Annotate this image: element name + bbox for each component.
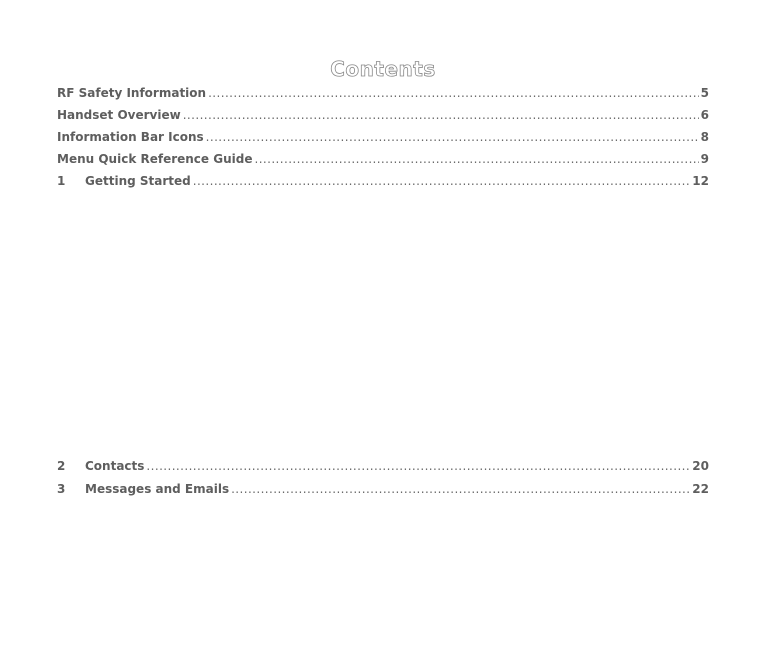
toc-entry-messages-and-emails[interactable] bbox=[57, 482, 709, 500]
toc-chapter-number: 2 bbox=[57, 459, 66, 473]
toc-leader-dots bbox=[183, 108, 699, 122]
toc-chapter-number: 1 bbox=[57, 174, 66, 188]
page-title: Contents bbox=[330, 57, 436, 81]
toc-entry-label: Getting Started bbox=[85, 174, 191, 188]
toc-leader-dots bbox=[231, 482, 690, 496]
toc-entry-label: Information Bar Icons bbox=[57, 130, 204, 144]
toc-page-number: 20 bbox=[692, 459, 709, 473]
toc-leader-dots bbox=[193, 174, 691, 188]
toc-leader-dots bbox=[254, 152, 698, 166]
toc-leader-dots bbox=[146, 459, 690, 473]
toc-chapter-number: 3 bbox=[57, 482, 66, 496]
toc-page-number: 6 bbox=[700, 108, 709, 122]
toc-page-number: 12 bbox=[692, 174, 709, 188]
toc-entry-handset-overview[interactable] bbox=[57, 108, 709, 126]
toc-page-number: 5 bbox=[700, 86, 709, 100]
toc-entry-rf-safety[interactable] bbox=[57, 86, 709, 104]
toc-entry-label: RF Safety Information bbox=[57, 86, 207, 100]
toc-entry-label: Messages and Emails bbox=[85, 482, 230, 496]
toc-entry-contacts[interactable] bbox=[57, 459, 709, 477]
toc-entry-getting-started[interactable] bbox=[57, 174, 709, 192]
toc-page-number: 8 bbox=[700, 130, 709, 144]
toc-page-number: 9 bbox=[700, 152, 709, 166]
toc-entry-information-bar-icons[interactable] bbox=[57, 130, 709, 148]
toc-entry-label: Menu Quick Reference Guide bbox=[57, 152, 253, 166]
toc-entry-label: Contacts bbox=[85, 459, 145, 473]
toc-entry-menu-quick-reference[interactable] bbox=[57, 152, 709, 170]
toc-leader-dots bbox=[208, 86, 699, 100]
toc-leader-dots bbox=[206, 130, 699, 144]
toc-page-number: 22 bbox=[692, 482, 709, 496]
toc-entry-label: Handset Overview bbox=[57, 108, 181, 122]
